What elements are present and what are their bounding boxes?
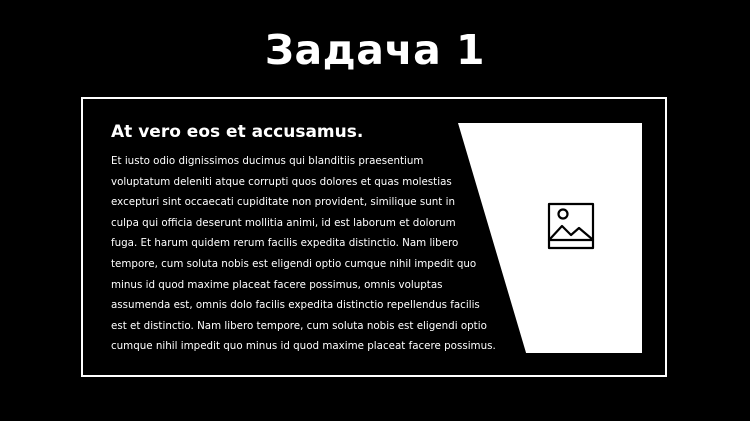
slide-title: Задача 1 (264, 26, 486, 74)
image-icon (547, 202, 595, 250)
text-block (111, 121, 511, 357)
content-frame (81, 97, 667, 377)
block-body: Et iusto odio dignissimos ducimus qui blanditiis praesentium voluptatum deleniti atque corrupti quos dolores et quas molestias excepturi sint occaecati cupiditate non provident, similique sunt in culpa qui officia deserunt mollitia animi, id est laborum et dolorum fuga. Et harum quidem rerum facilis expedita distinctio. Nam libero tempore, cum soluta nobis est eligendi optio cumque nihil impedit quo minus id quod maxime placeat facere possimus, omnis voluptas assumenda est, omnis dolo facilis expedita distinctio repellendus facilis est et distinctio. Nam libero tempore, cum soluta nobis est eligendi optio cumque nihil impedit quo minus id quod maxime placeat facere possimus. (111, 155, 496, 353)
block-heading: At vero eos et accusamus. (111, 122, 364, 142)
